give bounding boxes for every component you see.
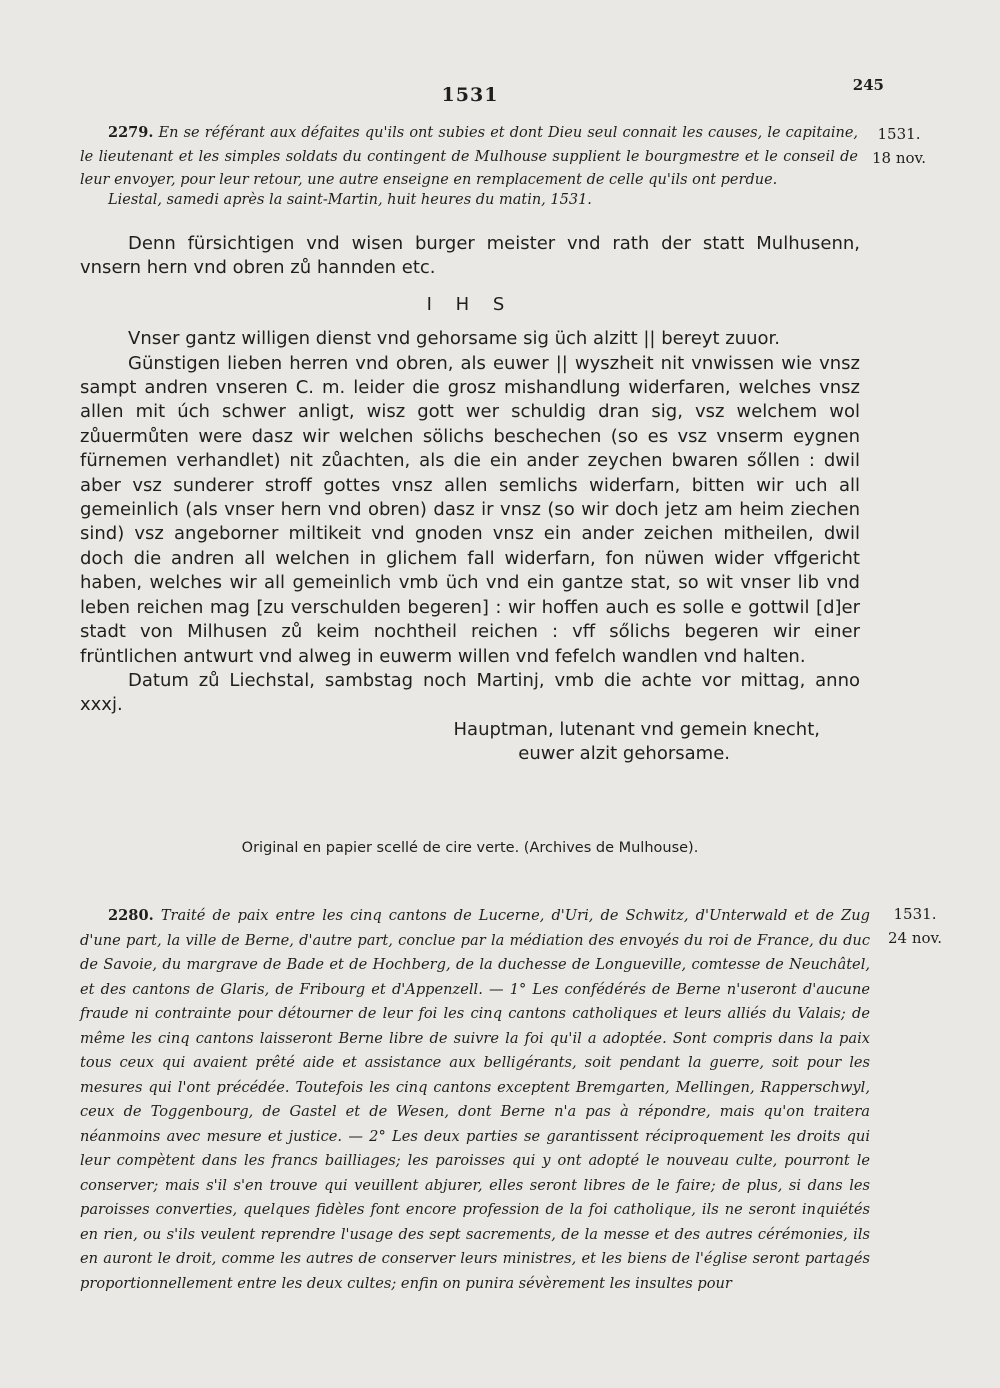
letter-date-line: Datum zů Liechstal, sambstag noch Martinj, vmb die achte vor mittag, anno xxxj. [80, 669, 860, 716]
letter-greeting: Vnser gantz willigen dienst vnd gehorsame sig üch alzitt || bereyt zuuor. [128, 328, 780, 350]
margin-year: 1531. [893, 905, 937, 923]
margin-day: 18 nov. [871, 149, 926, 167]
margin-date-2280 [880, 902, 950, 950]
letter-body: Günstigen lieben herren vnd obren, als euwer || wyszheit nit vnwissen wie vnsz sampt andren vnseren C. m. leider die grosz mishandlung widerfaren, welches vnsz allen mit úch schwer anligt, wisz gott wer schuldig dran sig, vsz welchem wol zůuermůten were dasz wir welchen sölichs beschechen (so es vsz vnserm eygnen fürnemen verhandlet) nit zůachten, als die ein ander zeychen bwaren sőllen : dwil aber vsz sunderer stroff gottes vnsz allen semlichs widerfarn, bitten wir uch all gemeinlich (als vnser hern vnd obren) dasz ir vnsz (so wir doch jetz am heim ziechen sind) vsz angeborner miltikeit vnd gnoden vnsz ein ander zeichen mitheilen, dwil doch die andren all welchen in glichem fall widerfarn, fon nüwen wider vffgericht haben, welches wir all gemeinlich vmb üch vnd ein gantze stat, so wit vnser lib vnd leben reichen mag [zu verschulden begeren] : wir hoffen auch es solle e gottwil [d]er stadt von Milhusen zů keim nochtheil reichen : vff sőlichs begeren wir einer früntlichen antwurt vnd alweg in euwerm willen vnd fefelch wandlen vnd halten. [80, 352, 860, 667]
entry-summary-text: En se référant aux défaites qu'ils ont subies et dont Dieu seul connait les causes, le capitaine, le lieutenant et les simples soldats du contingent de Mulhouse supplient le bourgmestre et le conseil de leur envoyer, pour leur retour, une autre enseigne en remplacement de celle qu'ils ont perdue. [80, 125, 859, 188]
entry-number: 2279. [108, 124, 154, 141]
margin-year: 1531. [877, 125, 921, 143]
entry-number: 2280. [108, 907, 154, 924]
letter-text [80, 232, 860, 767]
margin-date-2279 [864, 122, 934, 170]
letter-signature-2: euwer alzit gehorsame. [518, 743, 730, 765]
entry-summary-text: Traité de paix entre les cinq cantons de Lucerne, d'Uri, de Schwitz, d'Unterwald et de Zug d'une part, la ville de Berne, d'autre part, conclue par la médiation des envoyés du roi de France, du duc de Savoie, du margrave de Bade et de Hochberg, de la duchesse de Longueville, comtesse de Neuchâtel, et des cantons de Glaris, de Fribourg et d'Appenzell. — 1° Les confédérés de Berne n'useront d'aucune fraude ni contrainte pour détourner de leur foi les cinq cantons catholiques et leurs alliés du Valais; de même les cinq cantons laisseront Berne libre de suivre la foi qu'il a adoptée. Sont compris dans la paix tous ceux qui avaient prêté aide et assistance aux belligérants, soit pendant la guerre, soit pour les mesures qui l'ont précédée. Toutefois les cinq cantons exceptent Bremgarten, Mellingen, Rapperschwyl, ceux de Toggenbourg, de Gastel et de Wesen, dont Berne n'a pas à répondre, mais qu'on traitera néanmoins avec mesure et justice. — 2° Les deux parties se garantissent réciproquement les droits qui leur compètent dans les francs bailliages; les paroisses qui y ont adopté le nouveau culte, pourront le conserver; mais s'il s'en trouve qui veuillent abjurer, elles seront libres de le faire; de plus, si dans les paroisses converties, quelques fidèles font encore profession de la foi catholique, ils ne seront inquiétés en rien, ou s'ils veulent reprendre l'usage des sept sacrements, de la messe et des autres cérémonies, ils en auront le droit, comme les autres de conserver leurs ministres, et les biens de l'église seront partagés proportionnellement entre les deux cultes; enfin on punira sévèrement les insultes pour [80, 907, 870, 1292]
running-head-year: 1531 [441, 84, 499, 106]
letter-signature-1: Hauptman, lutenant vnd gemein knecht, [453, 718, 820, 740]
entry-2279-place-date: Liestal, samedi après la saint-Martin, huit heures du matin, 1531. [108, 192, 592, 208]
page-number: 245 [852, 76, 884, 94]
entry-2280-summary [80, 904, 870, 1296]
margin-day: 24 nov. [887, 929, 942, 947]
letter-ihs: I H S [426, 293, 514, 315]
letter-address: Denn fürsichtigen vnd wisen burger meister vnd rath der statt Mulhusenn, vnsern hern vnd obren zů hannden etc. [80, 233, 860, 279]
entry-2279-summary [80, 121, 858, 193]
source-note: Original en papier scellé de cire verte. (Archives de Mulhouse). [241, 840, 699, 856]
